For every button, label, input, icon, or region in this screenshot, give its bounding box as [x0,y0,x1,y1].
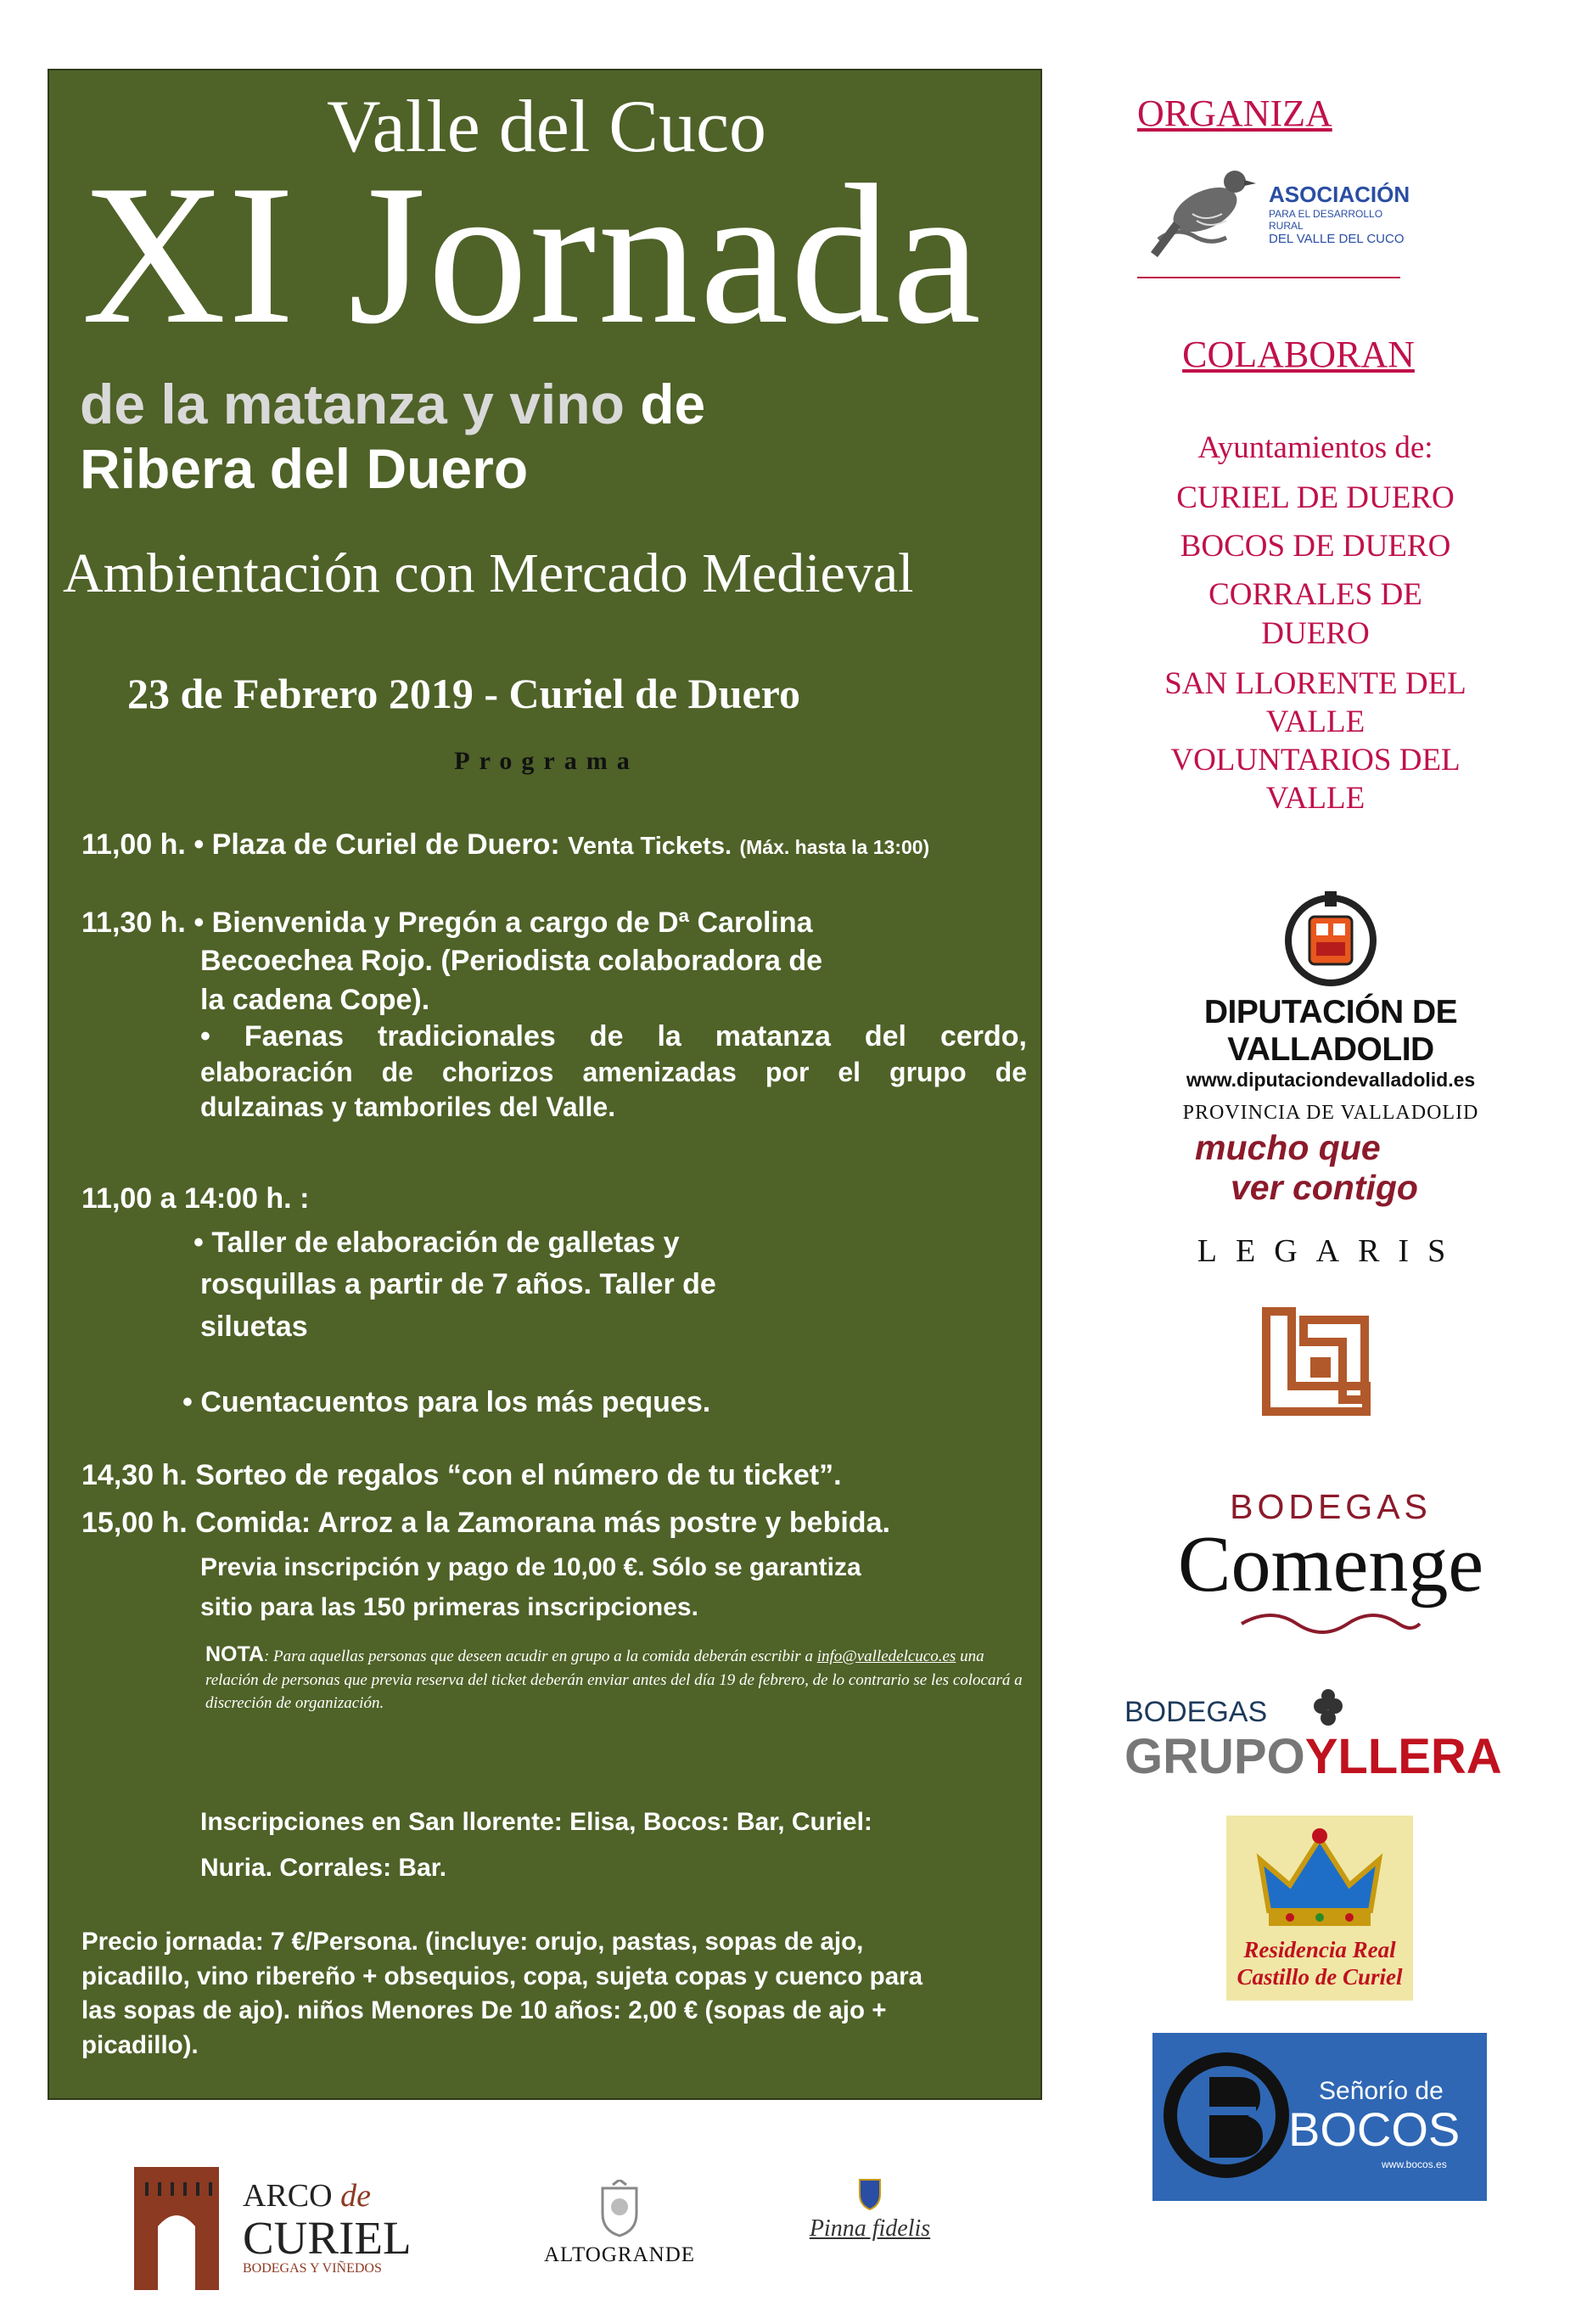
program-text: dulzainas y tamboriles del Valle. [200,1091,616,1122]
program-text: las sopas de ajo). niños Menores De 10 años: 2,00 € (sopas de ajo + [81,1996,887,2025]
legaris-monogram-icon [1259,1305,1373,1418]
sponsor-item: VALLE [1265,704,1365,739]
bocos-name: BOCOS [1288,2102,1461,2156]
price-paragraph [81,1925,922,2063]
program-text: sitio para las 150 primeras inscripciones. [200,1592,698,1621]
sponsor-item: DUERO [1261,615,1370,651]
crown-icon [1252,1826,1388,1932]
nota-text: una relación de personas que previa reserva del ticket deberán enviar antes del día 19 de febrero, de lo contrario se les colocará a discreción de organización. [205,1648,1023,1712]
subtitle-de: de [640,373,706,435]
asociacion-logo [1141,146,1410,268]
program-text: picadillo). [81,2031,199,2060]
program-text: Previa inscripción y pago de 10,00 €. Sólo se garantiza [200,1553,861,1581]
program-item-5 [193,1222,716,1348]
arco-line: ARCO [243,2178,333,2214]
yllera-grupo: GRUPO [1124,1729,1305,1784]
program-text: Venta Tickets. [568,833,732,860]
program-item-2-cont [200,942,822,1019]
residencia-line: Castillo de Curiel [1237,1964,1403,1990]
yllera-label: BODEGAS [1124,1696,1268,1728]
comenge-name: Comenge [1177,1520,1484,1608]
program-text: 11,30 h. • Bienvenida y Pregón a cargo de Dª Carolina [81,907,813,939]
arch-icon [134,2167,219,2290]
slogan-line: ver contigo [1231,1168,1418,1208]
program-text: rosquillas a partir de 7 años. Taller de [200,1268,716,1301]
bocos-url: www.bocos.es [1382,2158,1447,2170]
sponsor-item: SAN LLORENTE DEL [1164,665,1466,701]
sponsor-item: BOCOS DE DUERO [1180,529,1451,564]
program-text: (Máx. hasta la 13:00) [739,836,930,858]
program-item-6: • Cuentacuentos para los más peques. [182,1386,711,1418]
program-text: siluetas [200,1310,308,1343]
program-text: Precio jornada: 7 €/Persona. (incluye: orujo, pastas, sopas de ajo, [81,1928,864,1956]
program-text: Nuria. Corrales: Bar. [200,1854,447,1882]
program-item-2 [81,904,813,943]
organiza-heading [1137,92,1417,135]
organiza-text: ORGANIZA [1137,93,1332,134]
program-text: Inscripciones en San llorente: Elisa, Bocos: Bar, Curiel: [200,1808,872,1836]
diputacion-name: DIPUTACIÓN DE VALLADOLID [1203,994,1458,1068]
event-location-title: Valle del Cuco [326,86,767,168]
coat-of-arms-icon [1284,890,1377,988]
altogrande-name: ALTOGRANDE [543,2243,696,2266]
program-text: • Faenas tradicionales de la matanza del cerdo, [200,1020,1027,1053]
program-item-10 [200,1799,872,1891]
sponsor-item: Ayuntamientos de: [1197,430,1433,465]
program-text: 11,00 h. • Plaza de Curiel de Duero: [81,828,560,861]
arco-sub: BODEGAS Y VIÑEDOS [243,2261,382,2276]
asociacion-sub: DEL VALLE DEL CUCO [1269,232,1405,246]
divider [1137,277,1400,278]
yllera-logo [1124,1686,1523,1784]
program-item-4: 11,00 a 14:00 h. : [81,1182,310,1215]
diputacion-logo [1119,890,1543,1208]
bocos-emblem-icon [1163,2052,1290,2179]
program-item-8: 15,00 h. Comida: Arroz a la Zamorana más postre y bebida. [81,1507,890,1539]
bocos-logo [1152,2033,1487,2201]
program-item-1 [81,826,929,865]
bocos-line: Señorío de [1319,2077,1444,2105]
event-subtitle [80,373,705,502]
provincia-text: PROVINCIA DE VALLADOLID [1182,1102,1479,1124]
program-item-3 [200,1019,1027,1124]
event-date: 23 de Febrero 2019 - Curiel de Duero [127,670,800,717]
legaris-wordmark: LEGARIS [1197,1233,1465,1269]
programa-heading: Programa [454,747,639,775]
sponsor-list [1129,429,1502,817]
asociacion-sub: PARA EL DESARROLLO RURAL [1269,208,1383,232]
colaboran-heading [1103,333,1494,376]
slogan-line: mucho que [1195,1128,1381,1167]
sponsor-item: VALLE [1265,781,1365,816]
subtitle-grey: de la matanza y vino [80,373,625,435]
nota-label: NOTA [205,1642,264,1666]
diputacion-url: www.diputaciondevalladolid.es [1186,1069,1476,1091]
program-text: Becoechea Rojo. (Periodista colaboradora de [200,945,823,977]
sponsor-item: CORRALES DE [1208,577,1422,613]
bocos-text [1288,2077,1460,2170]
comenge-flourish-icon [1237,1603,1424,1645]
comenge-label: BODEGAS [1230,1487,1432,1526]
residencia-text [1226,1936,1413,1991]
program-panel [48,69,1042,2100]
small-shield-icon [857,2177,883,2211]
legaris-logo [1259,1305,1373,1423]
arco-curiel-logo [134,2167,423,2294]
subtitle-ribera: Ribera del Duero [80,436,529,500]
yllera-name [1124,1728,1502,1785]
shield-icon [594,2180,645,2239]
program-text: • Taller de elaboración de galletas y [193,1227,680,1259]
program-text: elaboración de chorizos amenizadas por el grupo de [200,1057,1027,1088]
program-item-9 [200,1548,861,1627]
residencia-line: Residencia Real [1243,1937,1396,1962]
sponsor-item: CURIEL DE DUERO [1176,480,1455,516]
cuckoo-bird-icon [1141,146,1269,268]
comenge-logo [1119,1487,1543,1649]
pinna-fidelis-logo [798,2177,942,2243]
arco-de: de [340,2178,371,2214]
program-text: la cadena Cope). [200,983,430,1016]
arco-curiel: CURIEL [243,2212,412,2264]
nota-text: : Para aquellas personas que deseen acudir en grupo a la comida deberán escribir a [263,1648,817,1665]
colaboran-text: COLABORAN [1182,334,1415,375]
mucho-slogan [1119,1128,1543,1208]
asociacion-title: ASOCIACIÓN [1269,182,1410,207]
event-title: XI Jornada [81,144,983,366]
residencia-logo [1226,1816,1413,2001]
yllera-brand: YLLERA [1304,1729,1502,1784]
nota-email-link[interactable]: info@valledelcuco.es [816,1648,956,1665]
ambient-line: Ambientación con Mercado Medieval [63,542,914,604]
arco-text [243,2177,412,2276]
pinna-name: Pinna fidelis [809,2215,931,2242]
altogrande-logo [526,2180,713,2267]
nota-paragraph [205,1640,1037,1715]
program-item-7: 14,30 h. Sorteo de regalos “con el número de tu ticket”. [81,1459,842,1491]
program-text: picadillo, vino ribereño + obsequios, copa, sujeta copas y cuenco para [81,1962,922,1990]
sponsor-item: VOLUNTARIOS DEL [1170,742,1461,777]
